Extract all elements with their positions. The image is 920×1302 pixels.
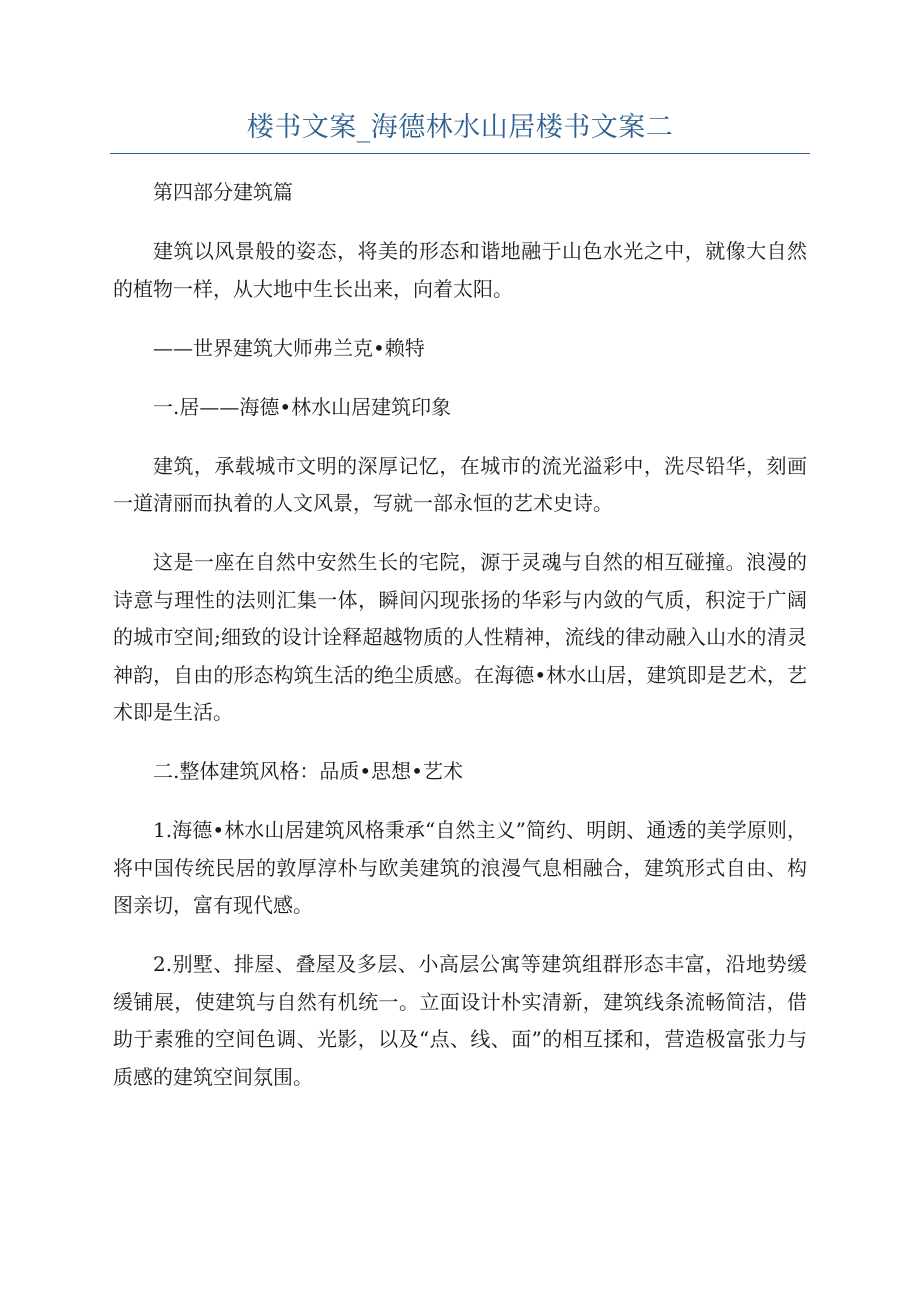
page-title: 楼书文案_海德林水山居楼书文案二 — [246, 112, 674, 143]
paragraph-quote: 建筑以风景般的姿态，将美的形态和谐地融于山色水光之中，就像大自然的植物一样，从大地中生长出来，向着太阳。 — [113, 239, 807, 301]
paragraph: 1.海德•林水山居建筑风格秉承“自然主义”简约、明朗、通透的美学原则，将中国传统民居的敦厚淳朴与欧美建筑的浪漫气息相融合，建筑形式自由、构图亲切，富有现代感。 — [113, 818, 807, 917]
quote-attribution: ——世界建筑大师弗兰克•赖特 — [153, 335, 425, 360]
paragraph: 这是一座在自然中安然生长的宅院，源于灵魂与自然的相互碰撞。浪漫的诗意与理性的法则汇集一体，瞬间闪现张扬的华彩与内敛的气质，积淀于广阔的城市空间;细致的设计诠释超越物质的人性精神，流线的律动融入山水的清灵神韵，自由的形态构筑生活的绝尘质感。在海德•林水山居，建筑即是艺术，艺术即是生活。 — [113, 550, 807, 724]
document-body — [113, 174, 807, 1096]
section-heading: 第四部分建筑篇 — [153, 180, 293, 204]
paragraph: 2.别墅、排屋、叠屋及多层、小高层公寓等建筑组群形态丰富，沿地势缓缓铺展，使建筑与自然有机统一。立面设计朴实清新，建筑线条流畅简洁，借助于素雅的空间色调、光影，以及“点、线、面”的相互揉和，营造极富张力与质感的建筑空间氛围。 — [113, 952, 807, 1089]
paragraph: 建筑，承载城市文明的深厚记忆，在城市的流光溢彩中，洗尽铅华，刻画一道清丽而执着的人文风景，写就一部永恒的艺术史诗。 — [113, 453, 807, 515]
subsection-heading: 二.整体建筑风格：品质•思想•艺术 — [153, 759, 463, 783]
title-underline — [110, 153, 810, 154]
subsection-heading: 一.居——海德•林水山居建筑印象 — [153, 394, 452, 419]
